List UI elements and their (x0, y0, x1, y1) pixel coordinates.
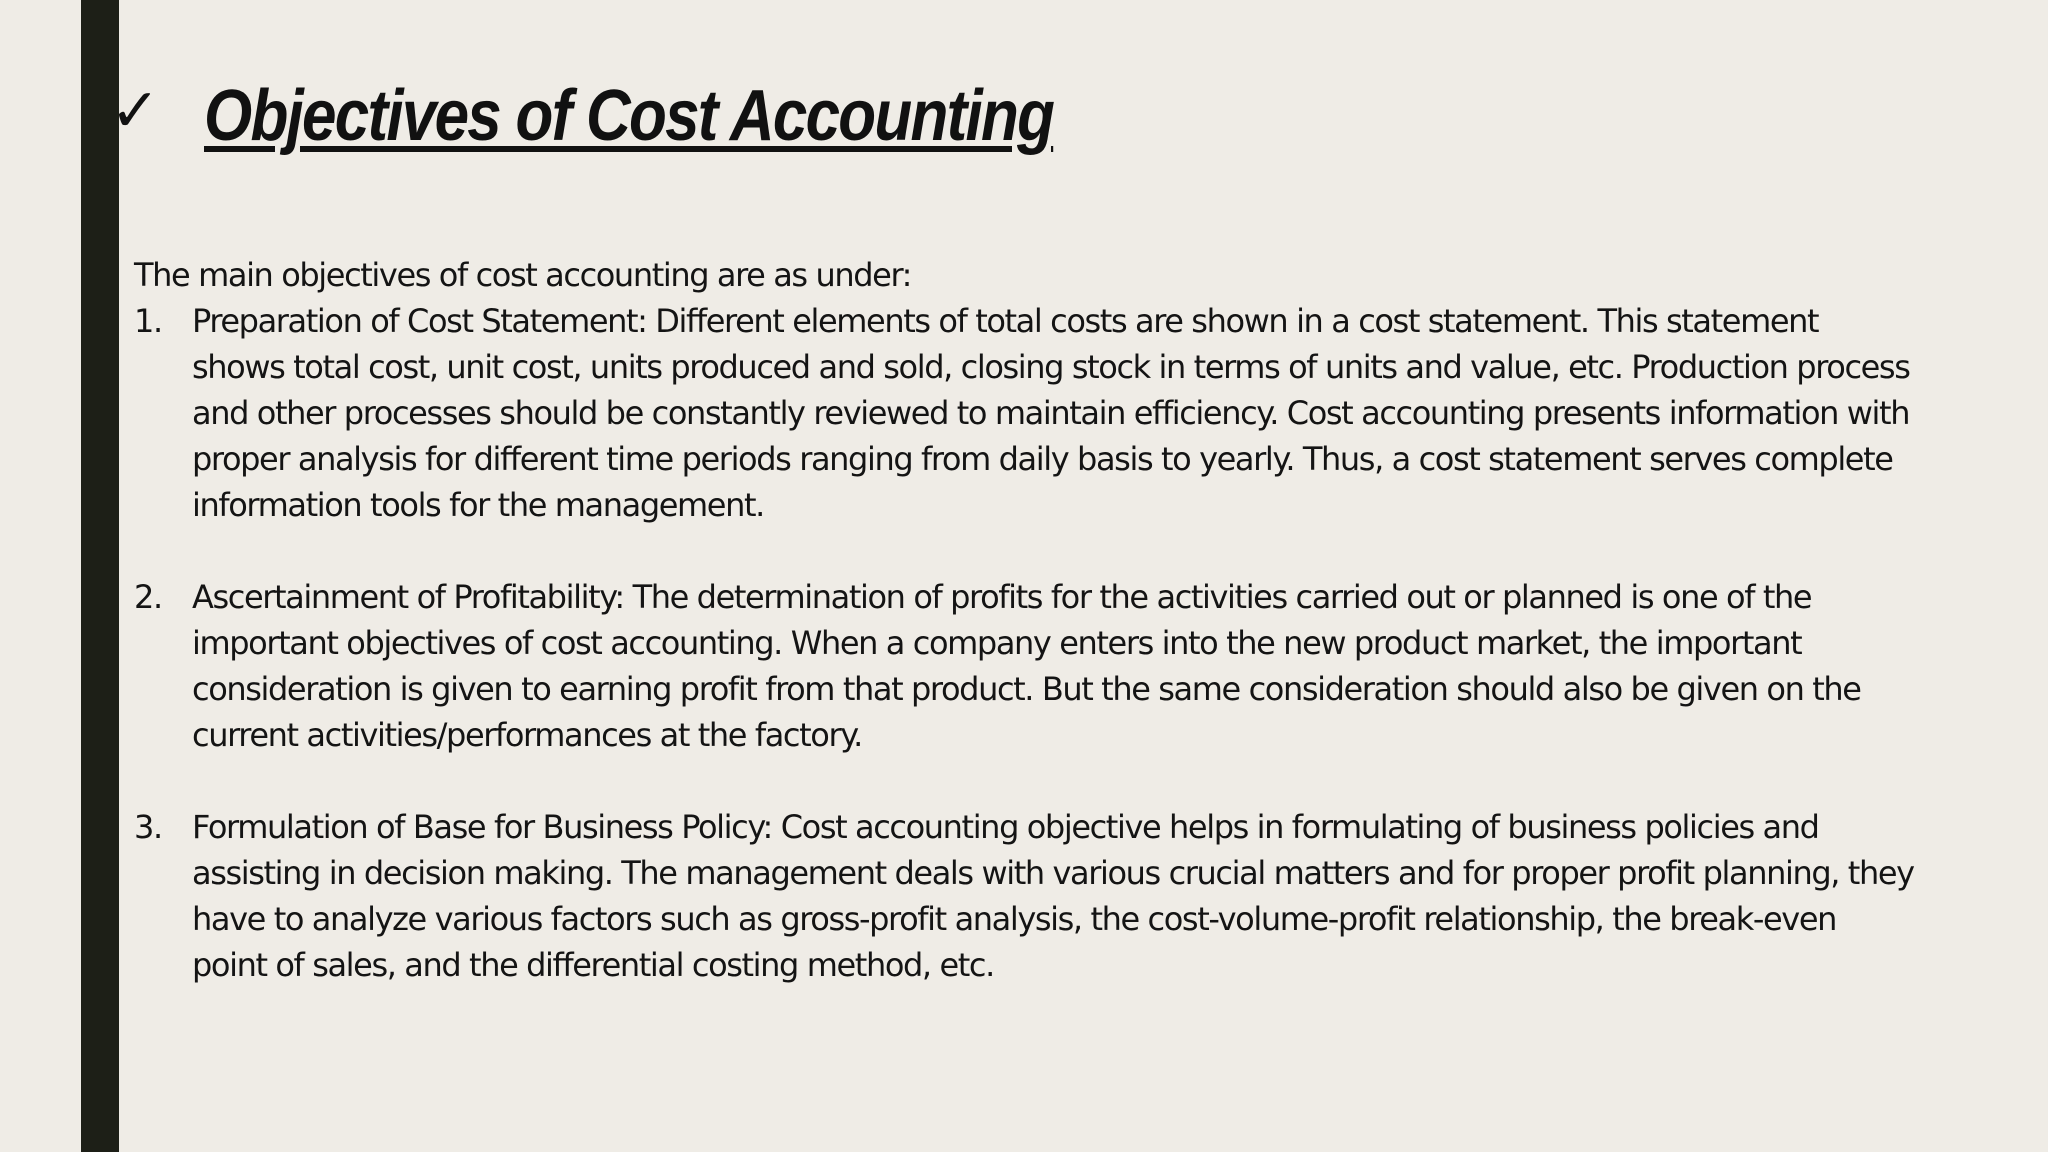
list-item-number: 3. (134, 808, 162, 846)
side-accent-bar (81, 0, 119, 1152)
checkmark-icon: ✓ (110, 76, 161, 146)
list-item-text: Ascertainment of Profitability: The determination of profits for the activities carried out or planned is one of the important objectives of cost accounting. When a company enters into the new product market, the important consideration is given to earning profit from that product. But the same consideration should also be given on the current activities/performances at the factory. (192, 578, 1861, 754)
slide-title: Objectives of Cost Accounting (204, 76, 1054, 156)
list-item (134, 298, 1914, 528)
slide-body (134, 252, 1914, 1034)
list-item-text: Preparation of Cost Statement: Different elements of total costs are shown in a cost statement. This statement shows total cost, unit cost, units produced and sold, closing stock in terms of units and value, etc. Production process and other processes should be constantly reviewed to maintain efficiency. Cost accounting presents information with proper analysis for different time periods ranging from daily basis to yearly. Thus, a cost statement serves complete information tools for the management. (192, 302, 1910, 524)
list-item-number: 1. (134, 302, 162, 340)
list-item-text: Formulation of Base for Business Policy: Cost accounting objective helps in formulating of business policies and assisting in decision making. The management deals with various crucial matters and for proper profit planning, they have to analyze various factors such as gross-profit analysis, the cost-volume-profit relationship, the break-even point of sales, and the differential costing method, etc. (192, 808, 1914, 984)
intro-text: The main objectives of cost accounting are as under: (134, 256, 912, 294)
title-row (110, 66, 1192, 166)
objectives-list (134, 298, 1914, 988)
list-item (134, 574, 1914, 758)
list-item-number: 2. (134, 578, 162, 616)
list-item (134, 804, 1914, 988)
